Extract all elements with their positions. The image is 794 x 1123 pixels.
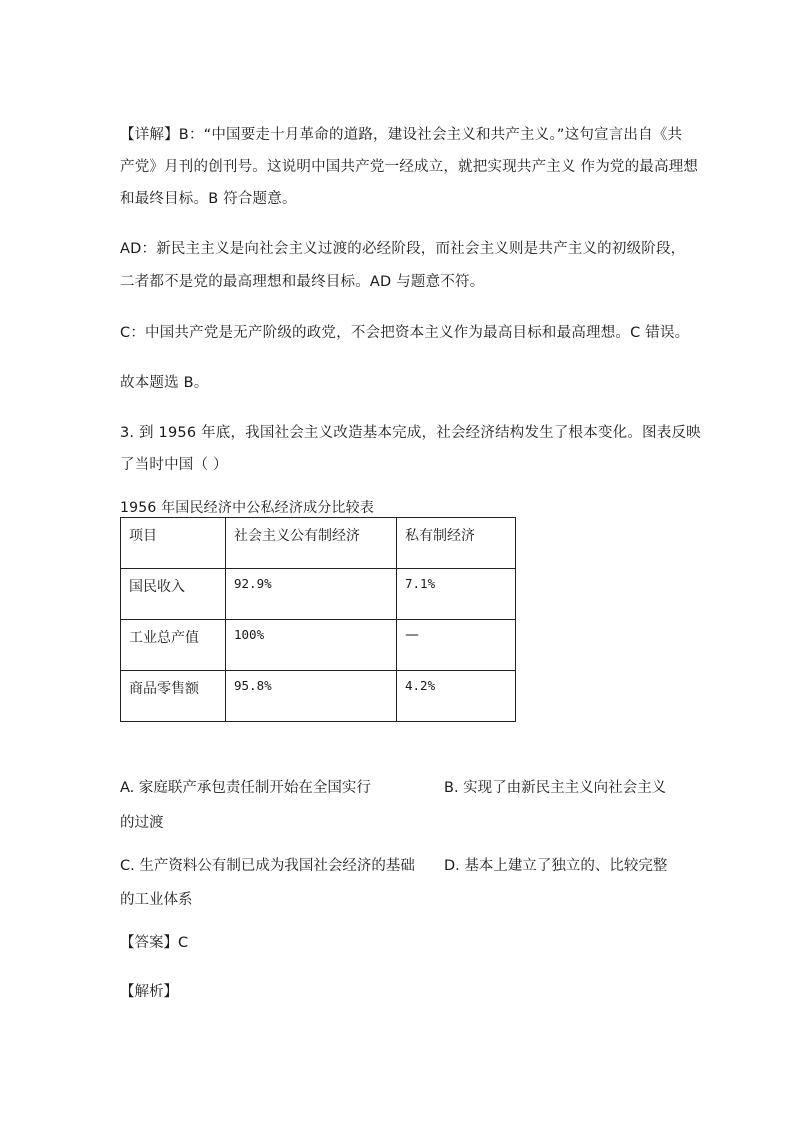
table-cell: 92.9% [226, 569, 397, 620]
table-caption: 1956 年国民经济中公私经济成分比较表 [120, 500, 375, 516]
table-row [121, 569, 516, 620]
option-d-continued: 的工业体系 [120, 892, 193, 908]
explanation-line: AD：新民主主义是向社会主义过渡的必经阶段，而社会主义则是共产主义的初级阶段， [120, 241, 686, 257]
explanation-line: 产党》月刊的创刊号。这说明中国共产党一经成立，就把实现共产主义 作为党的最高理想 [120, 159, 699, 175]
question-stem: 了当时中国（ ） [120, 457, 228, 473]
option-c: C. 生产资料公有制已成为我国社会经济的基础 [120, 858, 415, 874]
table-cell: 4.2% [397, 671, 516, 722]
explanation-line: 和最终目标。B 符合题意。 [120, 191, 297, 207]
explanation-line: 故本题选 B。 [120, 375, 209, 391]
table-cell: 7.1% [397, 569, 516, 620]
table-header-row [121, 518, 516, 569]
table-row [121, 620, 516, 671]
table-cell: 95.8% [226, 671, 397, 722]
option-b: B. 实现了由新民主主义向社会主义 [444, 780, 667, 796]
table-cell: 国民收入 [121, 569, 226, 620]
table-cell: 工业总产值 [121, 620, 226, 671]
table-cell: — [397, 620, 516, 671]
explanation-line: 【详解】B：“中国要走十月革命的道路，建设社会主义和共产主义。”这句宣言出自《共 [120, 127, 683, 143]
option-d: D. 基本上建立了独立的、比较完整 [444, 858, 668, 874]
table-header-cell: 私有制经济 [397, 518, 516, 569]
question-stem: 3. 到 1956 年底，我国社会主义改造基本完成，社会经济结构发生了根本变化。图表反映 [120, 425, 701, 441]
option-a: A. 家庭联产承包责任制开始在全国实行 [120, 780, 371, 796]
comparison-table [120, 517, 516, 722]
analysis-label: 【解析】 [120, 984, 178, 1000]
explanation-line: 二者都不是党的最高理想和最终目标。AD 与题意不符。 [120, 274, 485, 290]
table-header-cell: 社会主义公有制经济 [226, 518, 397, 569]
table-header-cell: 项目 [121, 518, 226, 569]
table-cell: 商品零售额 [121, 671, 226, 722]
answer-label: 【答案】C [120, 935, 189, 951]
option-b-continued: 的过渡 [120, 815, 164, 831]
table-cell: 100% [226, 620, 397, 671]
table-row [121, 671, 516, 722]
explanation-line: C：中国共产党是无产阶级的政党，不会把资本主义作为最高目标和最高理想。C 错误。 [120, 325, 690, 341]
